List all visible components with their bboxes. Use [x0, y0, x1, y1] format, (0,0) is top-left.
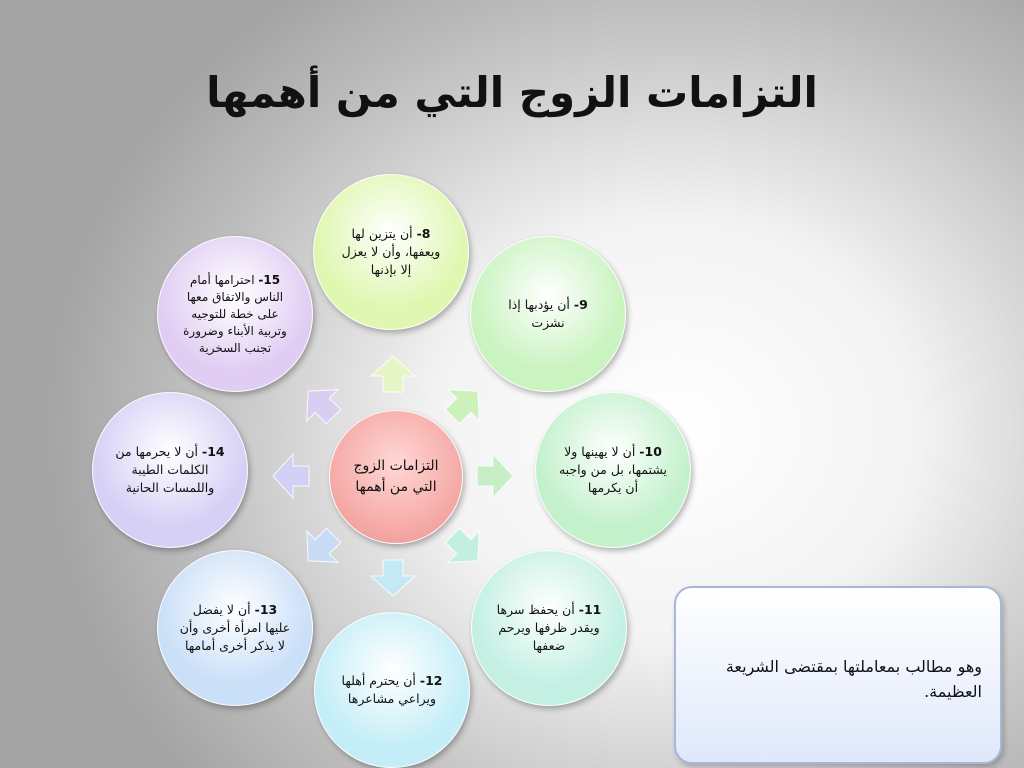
item-circle-10: [535, 392, 691, 548]
item-circle-9: [470, 236, 626, 392]
item-text: أن لا يهينها ولا يشتمها، بل من واجبه أن يكرمها: [558, 444, 668, 495]
item-circle-11: [471, 550, 627, 706]
item-circle-12: [314, 612, 470, 768]
item-text: أن لا يحرمها من الكلمات الطيبة واللمسات الحانية: [115, 444, 215, 495]
item-number: 9-: [573, 297, 588, 312]
item-number: 10-: [639, 444, 662, 459]
direction-arrow: [293, 376, 350, 433]
item-number: 11-: [578, 602, 602, 617]
item-number: 15-: [258, 272, 281, 287]
center-circle: [329, 410, 463, 544]
item-number: 12-: [419, 673, 443, 688]
note-box: [674, 586, 1002, 764]
item-circle-15: [157, 236, 313, 392]
item-circle-14: [92, 392, 248, 548]
slide-title: التزامات الزوج التي من أهمها: [206, 68, 818, 117]
note-text: وهو مطالب بمعاملتها بمقتضى الشريعة العظيمة.: [725, 657, 982, 701]
direction-arrow: [293, 520, 350, 577]
direction-arrow: [371, 560, 415, 596]
item-circle-13: [157, 550, 313, 706]
direction-arrow: [477, 454, 513, 498]
item-text: احترامها أمام الناس والاتفاق معها على خطة للتوجيه وتربية الأبناء وضرورة تجنب السخرية: [183, 272, 287, 355]
item-text: أن يتزين لها ويعفها، وأن لا يعزل إلا بإذنها: [341, 226, 441, 277]
direction-arrow: [437, 376, 494, 433]
item-number: 8-: [416, 226, 431, 241]
item-text: أن لا يفضل عليها امرأة أخرى وأن لا يذكر أخرى أمامها: [179, 602, 291, 653]
direction-arrow: [437, 520, 494, 577]
center-label: التزامات الزوج التي من أهمها: [353, 458, 439, 495]
item-text: أن يؤدبها إذا نشزت: [508, 297, 570, 330]
direction-arrow: [273, 454, 309, 498]
item-text: أن يحفظ سرها ويقدر ظرفها ويرحم ضعفها: [496, 602, 600, 653]
item-circle-8: [313, 174, 469, 330]
direction-arrow: [371, 356, 415, 392]
item-number: 13-: [254, 602, 278, 617]
item-text: أن يحترم أهلها ويراعي مشاعرها: [341, 673, 437, 706]
item-number: 14-: [202, 444, 225, 459]
